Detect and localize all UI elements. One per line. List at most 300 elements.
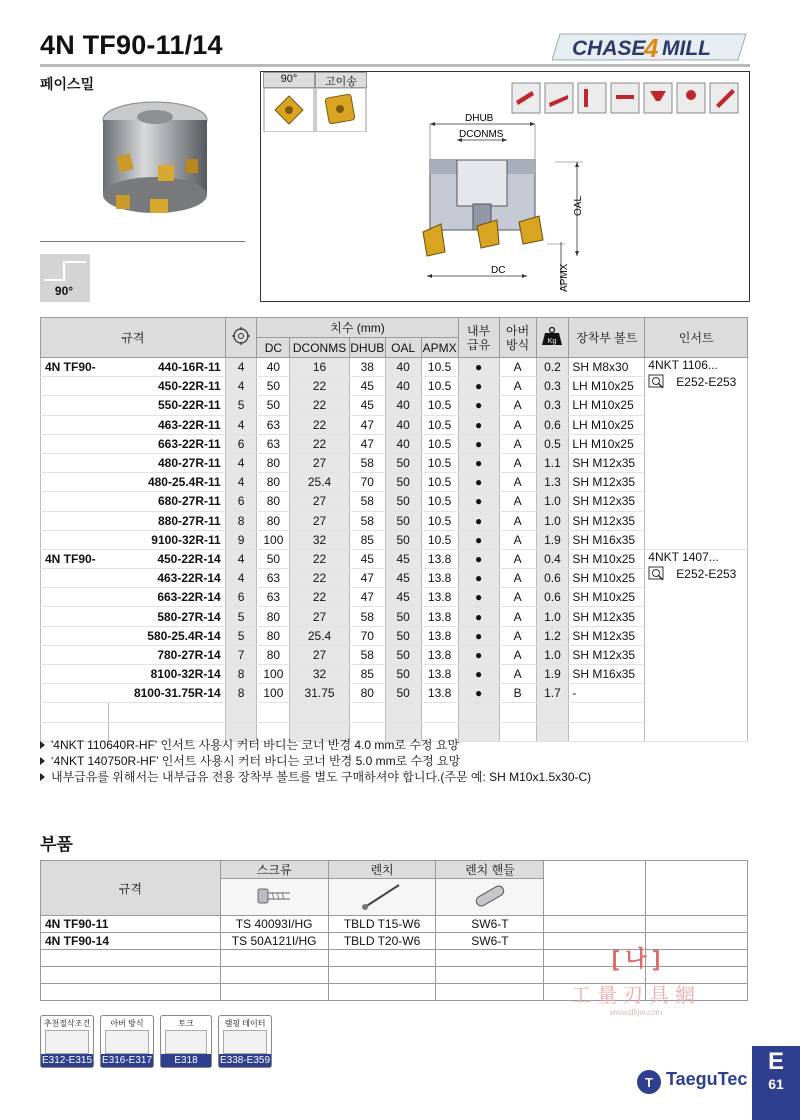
cell-num-teeth: 9 (225, 530, 257, 549)
cell-bolt: SH M12x35 (569, 626, 645, 645)
parts-empty-col (646, 861, 748, 916)
cell-dc: 100 (257, 665, 290, 684)
cell-weight: 1.0 (536, 492, 569, 511)
empty-cell (536, 703, 569, 722)
cell-dhub: 58 (349, 492, 385, 511)
table-row (41, 434, 748, 453)
cell-dc: 50 (257, 549, 290, 568)
cell-apmx: 10.5 (421, 511, 458, 530)
cell-dc: 80 (257, 492, 290, 511)
parts-empty-col (544, 861, 646, 916)
note-item (40, 737, 591, 753)
model-prefix (41, 453, 109, 472)
cell-weight: 0.2 (536, 358, 569, 377)
cell-apmx: 13.8 (421, 626, 458, 645)
cell-dhub: 85 (349, 530, 385, 549)
bullet-triangle-icon (40, 773, 45, 781)
svg-text:Kg: Kg (548, 338, 557, 345)
table-row (41, 511, 748, 530)
cell-num-teeth: 7 (225, 645, 257, 664)
cell-weight: 0.4 (536, 549, 569, 568)
cell-bolt: LH M10x25 (569, 396, 645, 415)
empty-cell (225, 703, 257, 722)
cell-weight: 0.5 (536, 434, 569, 453)
svg-text:T: T (645, 1075, 653, 1090)
cell-apmx: 10.5 (421, 415, 458, 434)
empty-cell (290, 703, 350, 722)
cell-dconms: 27 (290, 453, 350, 472)
cell-coolant: ● (458, 626, 499, 645)
empty-cell (41, 703, 109, 722)
cell-dconms: 31.75 (290, 684, 350, 703)
cell-bolt: SH M12x35 (569, 645, 645, 664)
table-row (41, 358, 748, 377)
model-code: 8100-32R-14 (108, 665, 225, 684)
model-prefix (41, 665, 109, 684)
insert-type-header: 90° (263, 72, 315, 88)
cell-bolt: - (569, 684, 645, 703)
cell-dconms: 25.4 (290, 473, 350, 492)
insert-cell (645, 549, 748, 741)
header-coolant: 내부 급유 (458, 318, 499, 358)
cell-oal: 50 (385, 684, 421, 703)
model-code: 580-25.4R-14 (108, 626, 225, 645)
dim-label-apmx: APMX (559, 263, 570, 292)
insert-type-header: 고이송 (315, 72, 367, 88)
wrench-image (328, 879, 436, 916)
cell-apmx: 10.5 (421, 473, 458, 492)
insert-reference-link[interactable] (648, 566, 747, 582)
reference-caption: 토크 (178, 1019, 194, 1028)
page-number: 61 (768, 1076, 784, 1092)
empty-cell (421, 703, 458, 722)
cell-weight: 0.3 (536, 377, 569, 396)
model-prefix (41, 473, 109, 492)
specification-table (40, 317, 748, 742)
empty-cell (108, 703, 225, 722)
model-prefix (41, 684, 109, 703)
table-row (41, 665, 748, 684)
table-row-empty (41, 703, 748, 722)
cell-dc: 63 (257, 569, 290, 588)
header-spec: 규격 (41, 318, 226, 358)
watermark-logo: [ 나 ] (611, 946, 661, 971)
cell-oal: 50 (385, 530, 421, 549)
parts-header-spec: 규격 (41, 861, 221, 916)
cell-num-teeth: 5 (225, 626, 257, 645)
cell-num-teeth: 6 (225, 492, 257, 511)
model-code: 463-22R-14 (108, 569, 225, 588)
insert-images (263, 88, 367, 132)
cell-coolant: ● (458, 569, 499, 588)
cell-arbor: A (499, 473, 536, 492)
empty-cell (257, 703, 290, 722)
model-code: 663-22R-11 (108, 434, 225, 453)
reference-caption: 추천절삭조건 (43, 1019, 91, 1028)
cell-arbor: A (499, 396, 536, 415)
cell-apmx: 13.8 (421, 569, 458, 588)
cell-weight: 1.7 (536, 684, 569, 703)
parts-screw: TS 40093I/HG (220, 916, 328, 933)
model-code: 480-27R-11 (108, 453, 225, 472)
cell-dc: 50 (257, 377, 290, 396)
table-row (41, 626, 748, 645)
model-code: 480-25.4R-11 (108, 473, 225, 492)
cell-dc: 40 (257, 358, 290, 377)
cell-dc: 80 (257, 453, 290, 472)
cell-apmx: 13.8 (421, 588, 458, 607)
parts-empty-cell (41, 950, 221, 967)
cell-apmx: 10.5 (421, 396, 458, 415)
cell-apmx: 13.8 (421, 684, 458, 703)
cell-oal: 40 (385, 415, 421, 434)
cell-oal: 45 (385, 569, 421, 588)
cell-dconms: 27 (290, 511, 350, 530)
cell-coolant: ● (458, 607, 499, 626)
model-prefix (41, 588, 109, 607)
watermark-url: www.dlrjw.com (609, 1008, 663, 1017)
cell-weight: 1.2 (536, 626, 569, 645)
cell-dhub: 45 (349, 377, 385, 396)
cell-coolant: ● (458, 665, 499, 684)
cell-dhub: 70 (349, 626, 385, 645)
cell-dc: 63 (257, 415, 290, 434)
model-code: 463-22R-11 (108, 415, 225, 434)
subtitle: 페이스밀 (40, 76, 95, 92)
svg-text:CHASE: CHASE (572, 37, 646, 60)
header-dc: DC (257, 338, 290, 358)
cell-num-teeth: 6 (225, 434, 257, 453)
insert-code: 4NKT 1407... (648, 549, 719, 564)
model-code: 440-16R-11 (108, 358, 225, 377)
cell-oal: 40 (385, 358, 421, 377)
model-code: 880-27R-11 (108, 511, 225, 530)
wrench-handle-image (436, 879, 544, 916)
reference-code: E338-E359 (219, 1055, 271, 1066)
empty-cell (458, 703, 499, 722)
cell-oal: 50 (385, 665, 421, 684)
header-apmx: APMX (421, 338, 458, 358)
header-dhub: DHUB (349, 338, 385, 358)
cell-apmx: 10.5 (421, 492, 458, 511)
cell-arbor: A (499, 530, 536, 549)
cell-oal: 50 (385, 453, 421, 472)
cell-num-teeth: 4 (225, 453, 257, 472)
cell-dc: 80 (257, 607, 290, 626)
cell-bolt: SH M12x35 (569, 492, 645, 511)
header-insert: 인서트 (645, 318, 748, 358)
header-oal: OAL (385, 338, 421, 358)
cell-apmx: 10.5 (421, 434, 458, 453)
watermark-text: 工量刃具網 (571, 985, 701, 1007)
cell-dconms: 32 (290, 530, 350, 549)
table-row (41, 645, 748, 664)
cell-oal: 40 (385, 434, 421, 453)
svg-text:4: 4 (644, 33, 659, 63)
cell-arbor: A (499, 588, 536, 607)
svg-text:MILL: MILL (662, 37, 711, 60)
cell-arbor: A (499, 511, 536, 530)
note-item (40, 753, 591, 769)
cell-weight: 0.6 (536, 415, 569, 434)
insert-reference-link[interactable] (648, 374, 747, 390)
table-row (41, 549, 748, 568)
cell-dhub: 70 (349, 473, 385, 492)
cell-arbor: A (499, 569, 536, 588)
table-row (41, 530, 748, 549)
reference-torque[interactable] (160, 1015, 212, 1068)
reference-code: E316-E317 (101, 1055, 153, 1066)
reference-arbor-type[interactable] (100, 1015, 154, 1068)
model-prefix (41, 396, 109, 415)
cell-coolant: ● (458, 588, 499, 607)
cell-apmx: 13.8 (421, 645, 458, 664)
cell-num-teeth: 5 (225, 396, 257, 415)
bullet-triangle-icon (40, 757, 45, 765)
parts-model: 4N TF90-14 (41, 933, 221, 950)
cell-arbor: A (499, 453, 536, 472)
cell-oal: 45 (385, 588, 421, 607)
cell-dhub: 38 (349, 358, 385, 377)
cell-dhub: 47 (349, 588, 385, 607)
cell-num-teeth: 4 (225, 415, 257, 434)
cell-arbor: A (499, 607, 536, 626)
cell-bolt: SH M16x35 (569, 530, 645, 549)
parts-header-wrench: 렌치 (328, 861, 436, 879)
cell-bolt: LH M10x25 (569, 377, 645, 396)
model-prefix (41, 415, 109, 434)
cell-coolant: ● (458, 492, 499, 511)
model-prefix (41, 434, 109, 453)
reference-cutting-conditions[interactable] (40, 1015, 94, 1068)
ramping-icon (223, 1030, 267, 1054)
cell-coolant: ● (458, 473, 499, 492)
magnifier-book-icon (648, 374, 668, 390)
cell-bolt: SH M10x25 (569, 549, 645, 568)
cell-dconms: 22 (290, 569, 350, 588)
cell-arbor: A (499, 549, 536, 568)
cell-arbor: A (499, 415, 536, 434)
cell-weight: 1.0 (536, 511, 569, 530)
cell-arbor: A (499, 665, 536, 684)
header-dimensions: 치수 (mm) (257, 318, 458, 338)
cell-weight: 1.0 (536, 607, 569, 626)
cell-dhub: 45 (349, 549, 385, 568)
model-prefix (41, 607, 109, 626)
cell-dconms: 27 (290, 645, 350, 664)
cell-num-teeth: 8 (225, 511, 257, 530)
cell-num-teeth: 8 (225, 684, 257, 703)
header-arbor: 아버 방식 (499, 318, 536, 358)
insert-reference-pages: E252-E253 (676, 375, 737, 389)
header-dconms: DCONMS (290, 338, 350, 358)
cell-oal: 50 (385, 626, 421, 645)
cell-apmx: 10.5 (421, 530, 458, 549)
dim-label-dc: DC (491, 265, 506, 276)
cell-oal: 50 (385, 473, 421, 492)
cell-arbor: A (499, 492, 536, 511)
page-title: 4N TF90-11/14 (40, 30, 223, 60)
table-row (41, 415, 748, 434)
cell-dc: 80 (257, 473, 290, 492)
parts-empty-cell (41, 967, 221, 984)
cell-dconms: 22 (290, 415, 350, 434)
cell-oal: 50 (385, 645, 421, 664)
cell-arbor: A (499, 645, 536, 664)
cell-apmx: 13.8 (421, 665, 458, 684)
cell-apmx: 13.8 (421, 549, 458, 568)
model-prefix (41, 492, 109, 511)
cell-dconms: 22 (290, 588, 350, 607)
cell-dhub: 80 (349, 684, 385, 703)
cell-arbor: A (499, 434, 536, 453)
model-code: 580-27R-14 (108, 607, 225, 626)
cell-num-teeth: 4 (225, 473, 257, 492)
title-rule (40, 64, 750, 67)
cell-dc: 63 (257, 434, 290, 453)
dim-label-dhub: DHUB (465, 113, 494, 124)
notes (40, 737, 591, 785)
cell-oal: 50 (385, 607, 421, 626)
section-tab (752, 1046, 800, 1120)
cell-apmx: 10.5 (421, 377, 458, 396)
cell-dconms: 22 (290, 377, 350, 396)
chase4mill-logo (552, 30, 748, 64)
model-prefix: 4N TF90- (41, 549, 109, 568)
torque-icon (165, 1030, 207, 1054)
cell-bolt: LH M10x25 (569, 415, 645, 434)
model-prefix (41, 511, 109, 530)
cell-dc: 100 (257, 684, 290, 703)
model-prefix (41, 569, 109, 588)
header-bolt: 장착부 볼트 (569, 318, 645, 358)
note-text: ‘4NKT 140750R-HF’ 인서트 사용시 커터 바디는 코너 반경 5.0 mm로 수정 요망 (51, 754, 461, 768)
model-code: 450-22R-14 (108, 549, 225, 568)
table-row (41, 453, 748, 472)
reference-code: E312-E315 (41, 1055, 93, 1066)
reference-caption: 아버 방식 (110, 1019, 144, 1028)
cell-dhub: 58 (349, 511, 385, 530)
model-prefix: 4N TF90- (41, 358, 109, 377)
empty-cell (385, 703, 421, 722)
screw-image (220, 879, 328, 916)
bullet-triangle-icon (40, 741, 45, 749)
cell-num-teeth: 6 (225, 588, 257, 607)
model-code: 450-22R-11 (108, 377, 225, 396)
cell-dc: 80 (257, 645, 290, 664)
model-code: 550-22R-11 (108, 396, 225, 415)
cell-dhub: 58 (349, 607, 385, 626)
cell-coolant: ● (458, 453, 499, 472)
reference-ramping-data[interactable] (218, 1015, 272, 1068)
cell-arbor: A (499, 358, 536, 377)
cell-dc: 80 (257, 626, 290, 645)
insert-code: 4NKT 1106... (648, 358, 718, 372)
cell-num-teeth: 8 (225, 665, 257, 684)
reference-caption: 램핑 데이터 (224, 1019, 266, 1028)
table-row (41, 473, 748, 492)
cell-weight: 0.3 (536, 396, 569, 415)
cell-bolt: SH M10x25 (569, 588, 645, 607)
note-item (40, 769, 591, 785)
model-prefix (41, 626, 109, 645)
parts-wrench: TBLD T20-W6 (328, 933, 436, 950)
cell-weight: 1.9 (536, 665, 569, 684)
note-text: '4NKT 110640R-HF' 인서트 사용시 커터 바디는 코너 반경 4.0 mm로 수정 요망 (51, 738, 460, 752)
cell-dconms: 25.4 (290, 626, 350, 645)
model-prefix (41, 377, 109, 396)
cell-dconms: 27 (290, 492, 350, 511)
cell-bolt: SH M12x35 (569, 607, 645, 626)
cell-dconms: 27 (290, 607, 350, 626)
cell-weight: 0.6 (536, 569, 569, 588)
cell-bolt: SH M8x30 (569, 358, 645, 377)
cell-oal: 50 (385, 492, 421, 511)
section-letter: E (767, 1048, 784, 1075)
insert-reference-pages: E252-E253 (676, 566, 737, 581)
cell-oal: 50 (385, 511, 421, 530)
cell-coolant: ● (458, 530, 499, 549)
cell-dc: 80 (257, 511, 290, 530)
parts-empty-cell (544, 916, 646, 933)
cell-apmx: 10.5 (421, 453, 458, 472)
cell-num-teeth: 4 (225, 377, 257, 396)
table-row (41, 588, 748, 607)
empty-cell (499, 703, 536, 722)
cell-bolt: SH M12x35 (569, 453, 645, 472)
cell-dhub: 58 (349, 645, 385, 664)
empty-cell (349, 703, 385, 722)
table-row (41, 607, 748, 626)
cutting-conditions-icon (45, 1030, 89, 1054)
cell-apmx: 10.5 (421, 358, 458, 377)
parts-screw: TS 50A121I/HG (220, 933, 328, 950)
cell-dhub: 85 (349, 665, 385, 684)
parts-empty-cell (646, 916, 748, 933)
model-code: 780-27R-14 (108, 645, 225, 664)
cell-dc: 100 (257, 530, 290, 549)
parts-title: 부품 (40, 835, 73, 854)
table-row (41, 684, 748, 703)
empty-cell (569, 703, 645, 722)
cell-apmx: 13.8 (421, 607, 458, 626)
cell-dconms: 32 (290, 665, 350, 684)
cell-num-teeth: 4 (225, 358, 257, 377)
cell-coolant: ● (458, 549, 499, 568)
header-weight-icon (536, 318, 569, 358)
cell-bolt: SH M16x35 (569, 665, 645, 684)
parts-wrench: TBLD T15-W6 (328, 916, 436, 933)
cell-dhub: 47 (349, 434, 385, 453)
cell-oal: 40 (385, 377, 421, 396)
parts-empty-cell (41, 984, 221, 1001)
cell-bolt: LH M10x25 (569, 434, 645, 453)
cell-weight: 1.3 (536, 473, 569, 492)
arbor-icon (105, 1030, 149, 1054)
model-prefix (41, 645, 109, 664)
face-mill-product-image (90, 95, 220, 230)
cell-dhub: 45 (349, 396, 385, 415)
cell-dconms: 22 (290, 434, 350, 453)
cell-dconms: 16 (290, 358, 350, 377)
insert-cell (645, 358, 748, 550)
cell-coolant: ● (458, 415, 499, 434)
watermark (556, 942, 716, 1017)
parts-model: 4N TF90-11 (41, 916, 221, 933)
reference-code: E318 (161, 1054, 211, 1067)
cell-bolt: SH M12x35 (569, 511, 645, 530)
model-code: 680-27R-11 (108, 492, 225, 511)
